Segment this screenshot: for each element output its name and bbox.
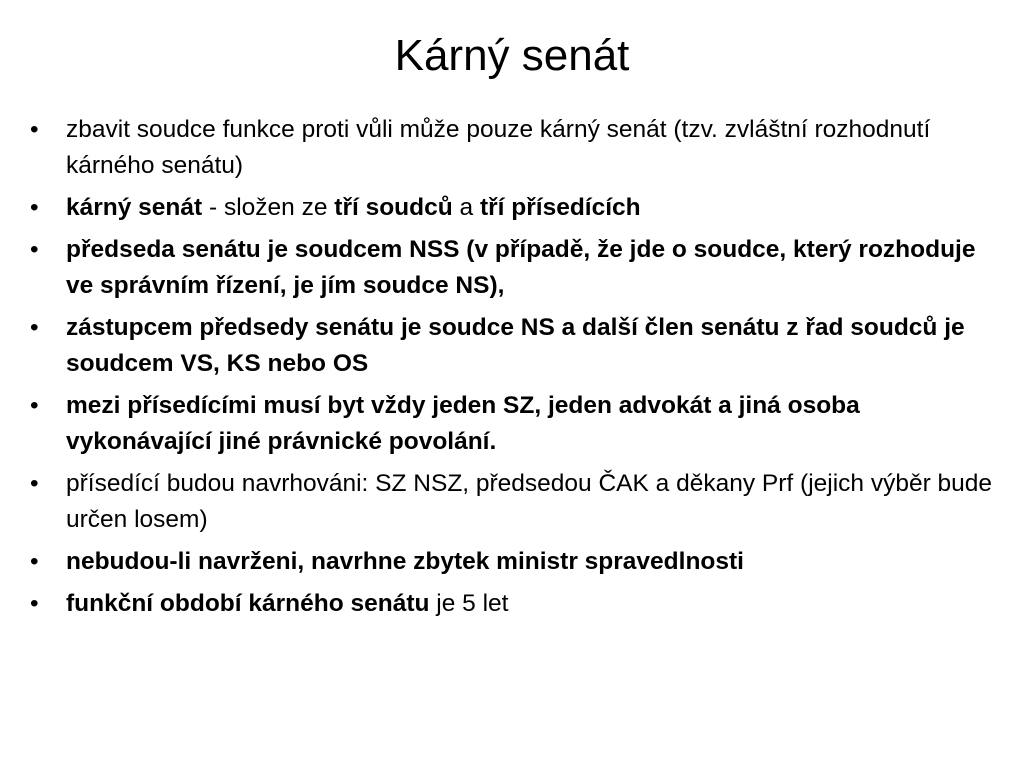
bullet-dot-icon: • [30, 236, 39, 263]
bullet-dot-icon: • [30, 392, 39, 419]
bullet-text-bold: tří přísedících [479, 194, 641, 221]
bullet-item [30, 544, 1000, 580]
bullet-text-bold: předseda senátu je soudcem NSS (v případě, že jde o soudce, který rozhoduje ve správním řízení, je jím soudce NS), [66, 236, 976, 299]
bullet-item [30, 112, 1000, 184]
bullet-text-bold: zástupcem předsedy senátu je soudce NS a další člen senátu z řad soudců je soudcem VS, KS nebo OS [66, 314, 965, 377]
bullet-text: a [452, 194, 480, 221]
bullet-text-bold: mezi přísedícími musí byt vždy jeden SZ, jeden advokát a jiná osoba vykonávající jiné právnické povolání. [66, 392, 860, 455]
bullet-item [30, 232, 1000, 304]
bullet-dot-icon: • [30, 194, 39, 221]
bullet-list [30, 112, 1000, 628]
bullet-text: zbavit soudce funkce proti vůli může pouze kárný senát (tzv. zvláštní rozhodnutí kárného senátu) [66, 116, 931, 179]
bullet-dot-icon: • [30, 470, 39, 497]
bullet-text-bold: kárný senát [66, 194, 203, 221]
bullet-dot-icon: • [30, 548, 39, 575]
bullet-text: je 5 let [429, 590, 509, 617]
bullet-text: přísedící budou navrhováni: SZ NSZ, předsedou ČAK a děkany Prf (jejich výběr bude určen losem) [66, 470, 993, 533]
bullet-dot-icon: • [30, 314, 39, 341]
bullet-dot-icon: • [30, 116, 39, 143]
bullet-item [30, 190, 1000, 226]
bullet-text-bold: nebudou-li navrženi, navrhne zbytek ministr spravedlnosti [66, 548, 744, 575]
bullet-item [30, 586, 1000, 622]
bullet-item [30, 310, 1000, 382]
bullet-text-bold: funkční období kárného senátu [66, 590, 430, 617]
bullet-text-bold: tří soudců [334, 194, 453, 221]
slide-title: Kárný senát [394, 31, 630, 80]
bullet-item [30, 388, 1000, 460]
bullet-text: - složen ze [202, 194, 335, 221]
bullet-dot-icon: • [30, 590, 39, 617]
bullet-item [30, 466, 1000, 538]
